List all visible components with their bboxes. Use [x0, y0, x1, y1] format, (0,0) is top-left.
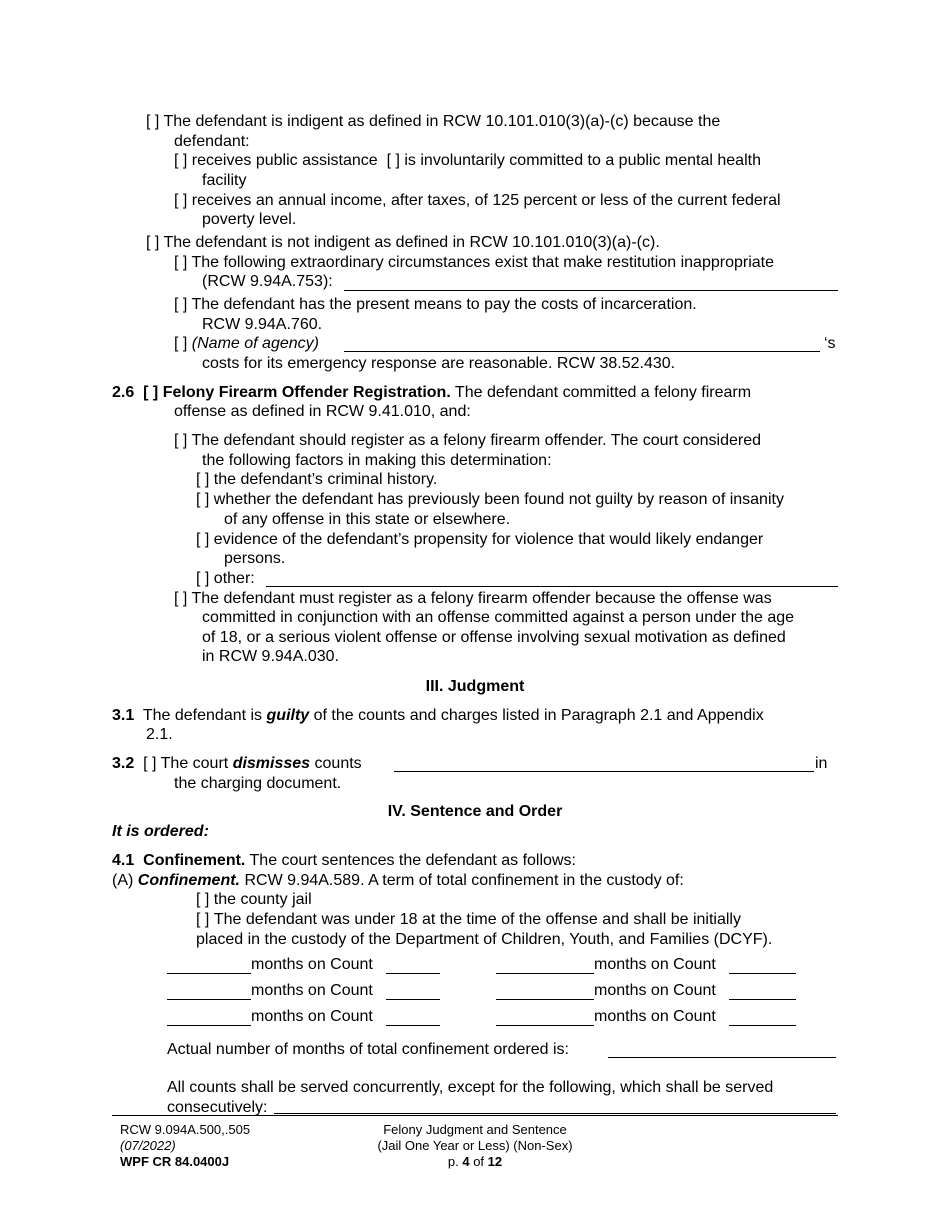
- months-label: months on Count: [594, 982, 716, 999]
- checkbox[interactable]: [ ]: [146, 234, 160, 251]
- extraordinary-item: [ ] The following extraordinary circumstances exist that make restitution inappropriate: [174, 254, 774, 271]
- section-3-2: 3.2 [ ] The court dismisses counts: [112, 755, 362, 772]
- it-is-ordered: It is ordered:: [112, 823, 209, 840]
- count-blank[interactable]: [729, 973, 796, 974]
- count-blank[interactable]: [729, 1025, 796, 1026]
- agency-item: [ ] (Name of agency): [174, 335, 319, 352]
- months-label: months on Count: [594, 1008, 716, 1025]
- checkbox[interactable]: [ ]: [196, 471, 210, 488]
- under18-line2: placed in the custody of the Department of Children, Youth, and Families (DCYF).: [196, 931, 773, 948]
- should-register-item: [ ] The defendant should register as a felony firearm offender. The court considered: [174, 432, 762, 449]
- checkbox[interactable]: [ ]: [174, 152, 188, 169]
- section-3-2-in: in: [815, 755, 828, 772]
- consecutive-blank[interactable]: [274, 1113, 836, 1114]
- months-blank[interactable]: [167, 973, 251, 974]
- checkbox[interactable]: [ ]: [196, 491, 210, 508]
- sentence-heading: IV. Sentence and Order: [387, 803, 563, 820]
- checkbox[interactable]: [ ]: [196, 531, 210, 548]
- firearm-intro-line2: offense as defined in RCW 9.41.010, and:: [174, 403, 471, 420]
- footer-divider: [112, 1115, 838, 1116]
- checkbox[interactable]: [ ]: [196, 570, 210, 587]
- factor-other-item: [ ] other:: [196, 570, 255, 587]
- under18-item: [ ] The defendant was under 18 at the time of the offense and shall be initially: [196, 911, 741, 928]
- footer-date: (07/2022): [120, 1138, 176, 1153]
- must-register-line4: in RCW 9.94A.030.: [202, 648, 339, 665]
- count-blank[interactable]: [386, 1025, 440, 1026]
- footer-title-line2: (Jail One Year or Less) (Non-Sex): [377, 1138, 573, 1153]
- section-3-1-line2: 2.1.: [146, 726, 173, 743]
- must-register-line3: of 18, or a serious violent offense or offense involving sexual motivation as defined: [202, 629, 786, 646]
- checkbox[interactable]: [ ]: [196, 911, 210, 928]
- factor-insanity-line2: of any offense in this state or elsewhere.: [224, 511, 511, 528]
- section-4-1: 4.1 Confinement. The court sentences the defendant as follows:: [112, 852, 576, 869]
- income-item: [ ] receives an annual income, after taxes, of 125 percent or less of the current federal: [174, 192, 781, 209]
- factor-violence-item: [ ] evidence of the defendant’s propensity for violence that would likely endanger: [196, 531, 764, 548]
- agency-blank[interactable]: [344, 351, 820, 352]
- income-line2: poverty level.: [202, 211, 297, 228]
- footer-rcw: RCW 9.094A.500,.505: [120, 1122, 251, 1137]
- must-register-line2: committed in conjunction with an offense committed against a person under the age: [202, 609, 795, 626]
- actual-months-blank[interactable]: [608, 1057, 836, 1058]
- not-indigent-item: [ ] The defendant is not indigent as defined in RCW 10.101.010(3)(a)-(c).: [146, 234, 660, 251]
- checkbox[interactable]: [ ]: [174, 432, 188, 449]
- public-assistance-item: [ ] receives public assistance [ ] is involuntarily committed to a public mental health: [174, 152, 761, 169]
- months-blank[interactable]: [167, 999, 251, 1000]
- checkbox[interactable]: [ ]: [174, 335, 188, 352]
- factor-history-item: [ ] the defendant’s criminal history.: [196, 471, 438, 488]
- checkbox[interactable]: [ ]: [174, 296, 188, 313]
- factor-insanity-item: [ ] whether the defendant has previously been found not guilty by reason of insanity: [196, 491, 784, 508]
- section-2-6: 2.6 [ ] Felony Firearm Offender Registration. The defendant committed a felony firearm: [112, 384, 752, 401]
- months-label: months on Count: [594, 956, 716, 973]
- checkbox[interactable]: [ ]: [386, 152, 400, 169]
- footer-form-number: WPF CR 84.0400J: [120, 1154, 230, 1169]
- months-label: months on Count: [251, 1008, 373, 1025]
- checkbox[interactable]: [ ]: [143, 384, 159, 401]
- concurrent-line2: consecutively:: [167, 1099, 268, 1116]
- checkbox[interactable]: [ ]: [174, 590, 188, 607]
- means-item: [ ] The defendant has the present means to pay the costs of incarceration.: [174, 296, 697, 313]
- months-blank[interactable]: [496, 1025, 594, 1026]
- extraordinary-line2: (RCW 9.94A.753):: [202, 273, 333, 290]
- concurrent-line1: All counts shall be served concurrently, except for the following, which shall be served: [167, 1079, 774, 1096]
- count-blank[interactable]: [386, 973, 440, 974]
- must-register-item: [ ] The defendant must register as a felony firearm offender because the offense was: [174, 590, 772, 607]
- checkbox[interactable]: [ ]: [174, 254, 188, 271]
- dismissed-counts-blank[interactable]: [394, 771, 814, 772]
- indigent-item: [ ] The defendant is indigent as defined in RCW 10.101.010(3)(a)-(c) because the: [146, 113, 721, 130]
- should-register-line2: the following factors in making this determination:: [202, 452, 552, 469]
- judgment-heading: III. Judgment: [425, 678, 525, 695]
- footer-title-line1: Felony Judgment and Sentence: [383, 1122, 567, 1137]
- section-3-1: 3.1 The defendant is guilty of the counts and charges listed in Paragraph 2.1 and Appendix: [112, 707, 764, 724]
- indigent-line2: defendant:: [174, 133, 250, 150]
- factor-violence-line2: persons.: [224, 550, 286, 567]
- confinement-a: (A) Confinement. RCW 9.94A.589. A term of total confinement in the custody of:: [112, 872, 684, 889]
- agency-suffix: ‘s: [824, 335, 836, 352]
- count-blank[interactable]: [729, 999, 796, 1000]
- facility-line: facility: [202, 172, 247, 189]
- checkbox[interactable]: [ ]: [196, 891, 210, 908]
- months-blank[interactable]: [167, 1025, 251, 1026]
- section-3-2-line2: the charging document.: [174, 775, 342, 792]
- extraordinary-blank[interactable]: [344, 290, 838, 291]
- months-blank[interactable]: [496, 973, 594, 974]
- months-blank[interactable]: [496, 999, 594, 1000]
- means-line2: RCW 9.94A.760.: [202, 316, 323, 333]
- count-blank[interactable]: [386, 999, 440, 1000]
- agency-line2: costs for its emergency response are reasonable. RCW 38.52.430.: [202, 355, 676, 372]
- months-label: months on Count: [251, 982, 373, 999]
- actual-months-label: Actual number of months of total confinement ordered is:: [167, 1041, 569, 1058]
- checkbox[interactable]: [ ]: [143, 755, 157, 772]
- footer-page-number: p. 4 of 12: [447, 1154, 503, 1169]
- checkbox[interactable]: [ ]: [174, 192, 188, 209]
- other-factor-blank[interactable]: [266, 586, 838, 587]
- checkbox[interactable]: [ ]: [146, 113, 160, 130]
- months-label: months on Count: [251, 956, 373, 973]
- county-jail-item: [ ] the county jail: [196, 891, 312, 908]
